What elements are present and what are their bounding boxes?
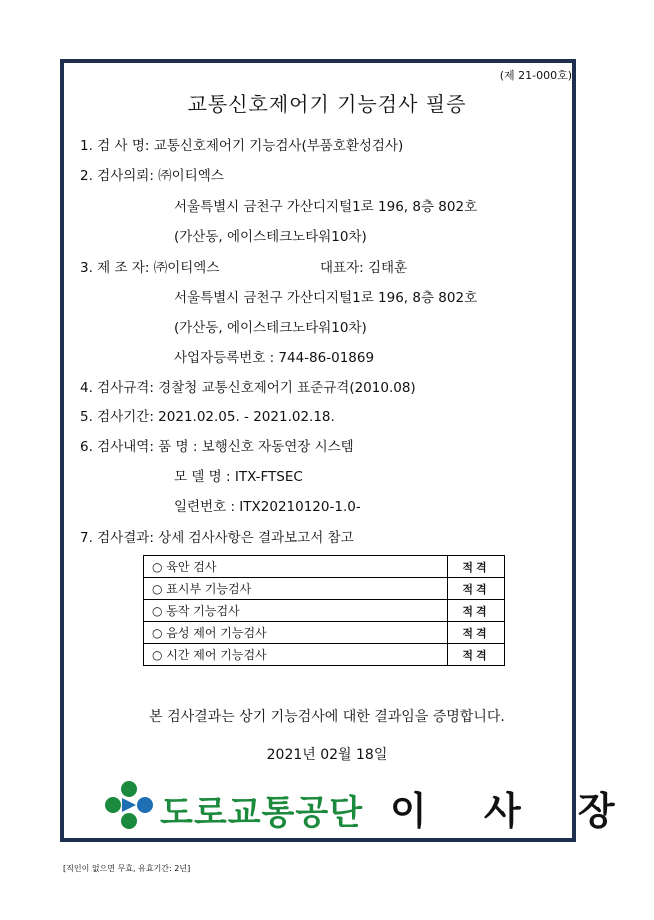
signer-title: 이 사 장 xyxy=(390,788,637,833)
table-row xyxy=(144,622,505,644)
result-value: 적격 xyxy=(448,644,505,666)
item-detail-product: 6. 검사내역: 품 명 : 보행신호 자동연장 시스템 xyxy=(80,439,354,455)
results-table xyxy=(143,555,505,666)
detail-serial: 일련번호 : ITX20210120-1.0- xyxy=(174,499,361,515)
manufacturer-address-line1: 서울특별시 금천구 가산디지털1로 196, 8층 802호 xyxy=(174,290,478,306)
item-result: 7. 검사결과: 상세 검사사항은 결과보고서 참고 xyxy=(80,530,354,546)
manufacturer-representative: 대표자: 김태훈 xyxy=(320,260,408,276)
item-manufacturer: 3. 제 조 자: ㈜이티엑스 xyxy=(80,260,220,276)
result-item: ○ 시간 제어 기능검사 xyxy=(144,644,448,666)
item-test-name: 1. 검 사 명: 교통신호제어기 기능검사(부품호환성검사) xyxy=(80,138,404,154)
result-item: ○ 육안 검사 xyxy=(144,556,448,578)
result-value: 적격 xyxy=(448,578,505,600)
item-standard: 4. 검사규격: 경찰청 교통신호제어기 표준규격(2010.08) xyxy=(80,380,416,396)
organization-logo-icon xyxy=(104,780,154,830)
manufacturer-registration-number: 사업자등록번호 : 744-86-01869 xyxy=(174,350,375,366)
certification-statement: 본 검사결과는 상기 기능검사에 대한 결과임을 증명합니다. xyxy=(149,709,505,725)
validity-footnote: [직인이 없으면 무효, 유효기간: 2년] xyxy=(63,864,191,873)
table-row xyxy=(144,556,505,578)
result-item: ○ 음성 제어 기능검사 xyxy=(144,622,448,644)
item-requester: 2. 검사의뢰: ㈜이티엑스 xyxy=(80,168,224,184)
requester-address-line2: (가산동, 에이스테크노타워10차) xyxy=(174,229,367,245)
requester-address-line1: 서울특별시 금천구 가산디지털1로 196, 8층 802호 xyxy=(174,199,478,215)
result-item: ○ 표시부 기능검사 xyxy=(144,578,448,600)
document-number: (제 21-000호) xyxy=(499,69,572,82)
table-row xyxy=(144,600,505,622)
result-value: 적격 xyxy=(448,600,505,622)
result-value: 적격 xyxy=(448,556,505,578)
table-row xyxy=(144,644,505,666)
table-row xyxy=(144,578,505,600)
certificate-title: 교통신호제어기 기능검사 필증 xyxy=(187,92,467,116)
result-item: ○ 동작 기능검사 xyxy=(144,600,448,622)
organization-name: 도로교통공단 xyxy=(160,793,364,833)
result-value: 적격 xyxy=(448,622,505,644)
manufacturer-address-line2: (가산동, 에이스테크노타워10차) xyxy=(174,320,367,336)
issue-date: 2021년 02월 18일 xyxy=(266,747,388,763)
detail-model: 모 델 명 : ITX-FTSEC xyxy=(174,469,303,485)
item-period: 5. 검사기간: 2021.02.05. - 2021.02.18. xyxy=(80,409,335,425)
